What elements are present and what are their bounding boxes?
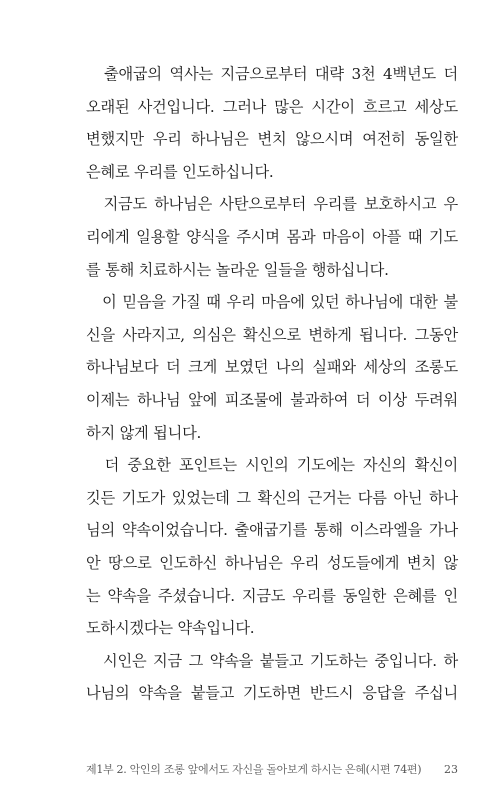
text-line: 하지 않게 됩니다. [86,423,202,442]
text-line: 이제는 하나님 앞에 피조물에 불과하여 더 이상 두려워 [86,390,458,409]
text-line: 시인은 지금 그 약속을 붙들고 기도하는 중입니다. 하 [86,651,458,670]
text-line: 는 약속을 주셨습니다. 지금도 우리를 동일한 은혜를 인 [86,586,458,605]
text-line: 변했지만 우리 하나님은 변치 않으시며 여전히 동일한 [86,130,458,149]
text-line: 도하시겠다는 약속입니다. [86,619,255,638]
running-title: 제1부 2. 악인의 조롱 앞에서도 자신을 돌아보게 하시는 은혜(시편 74편) [86,763,422,776]
text-line: 님의 약속이었습니다. 출애굽기를 통해 이스라엘을 가나 [86,521,458,540]
text-line: 은혜로 우리를 인도하십니다. [86,162,274,181]
text-line: 지금도 하나님은 사탄으로부터 우리를 보호하시고 우 [86,195,458,214]
text-line: 오래된 사건입니다. 그러나 많은 시간이 흐르고 세상도 [86,97,458,116]
text-line: 나님의 약속을 붙들고 기도하면 반드시 응답을 주십니 [86,684,458,703]
text-line: 깃든 기도가 있었는데 그 확신의 근거는 다름 아닌 하나 [86,488,458,507]
page-footer [86,760,458,780]
text-line: 안 땅으로 인도하신 하나님은 우리 성도들에게 변치 않 [86,553,458,572]
page-number: 23 [444,763,458,776]
text-line: 를 통해 치료하시는 놀라운 일들을 행하십니다. [86,260,389,279]
text-line: 이 믿음을 가질 때 우리 마음에 있던 하나님에 대한 불 [86,293,458,312]
text-line: 출애굽의 역사는 지금으로부터 대략 3천 4백년도 더 [86,65,458,83]
text-line: 리에게 일용할 양식을 주시며 몸과 마음이 아플 때 기도 [86,227,458,246]
body-text [86,58,458,710]
text-line: 신을 사라지고, 의심은 확신으로 변하게 됩니다. 그동안 [86,325,458,344]
text-line: 더 중요한 포인트는 시인의 기도에는 자신의 확신이 [86,456,458,475]
text-line: 하나님보다 더 크게 보였던 나의 실패와 세상의 조롱도 [86,358,458,377]
